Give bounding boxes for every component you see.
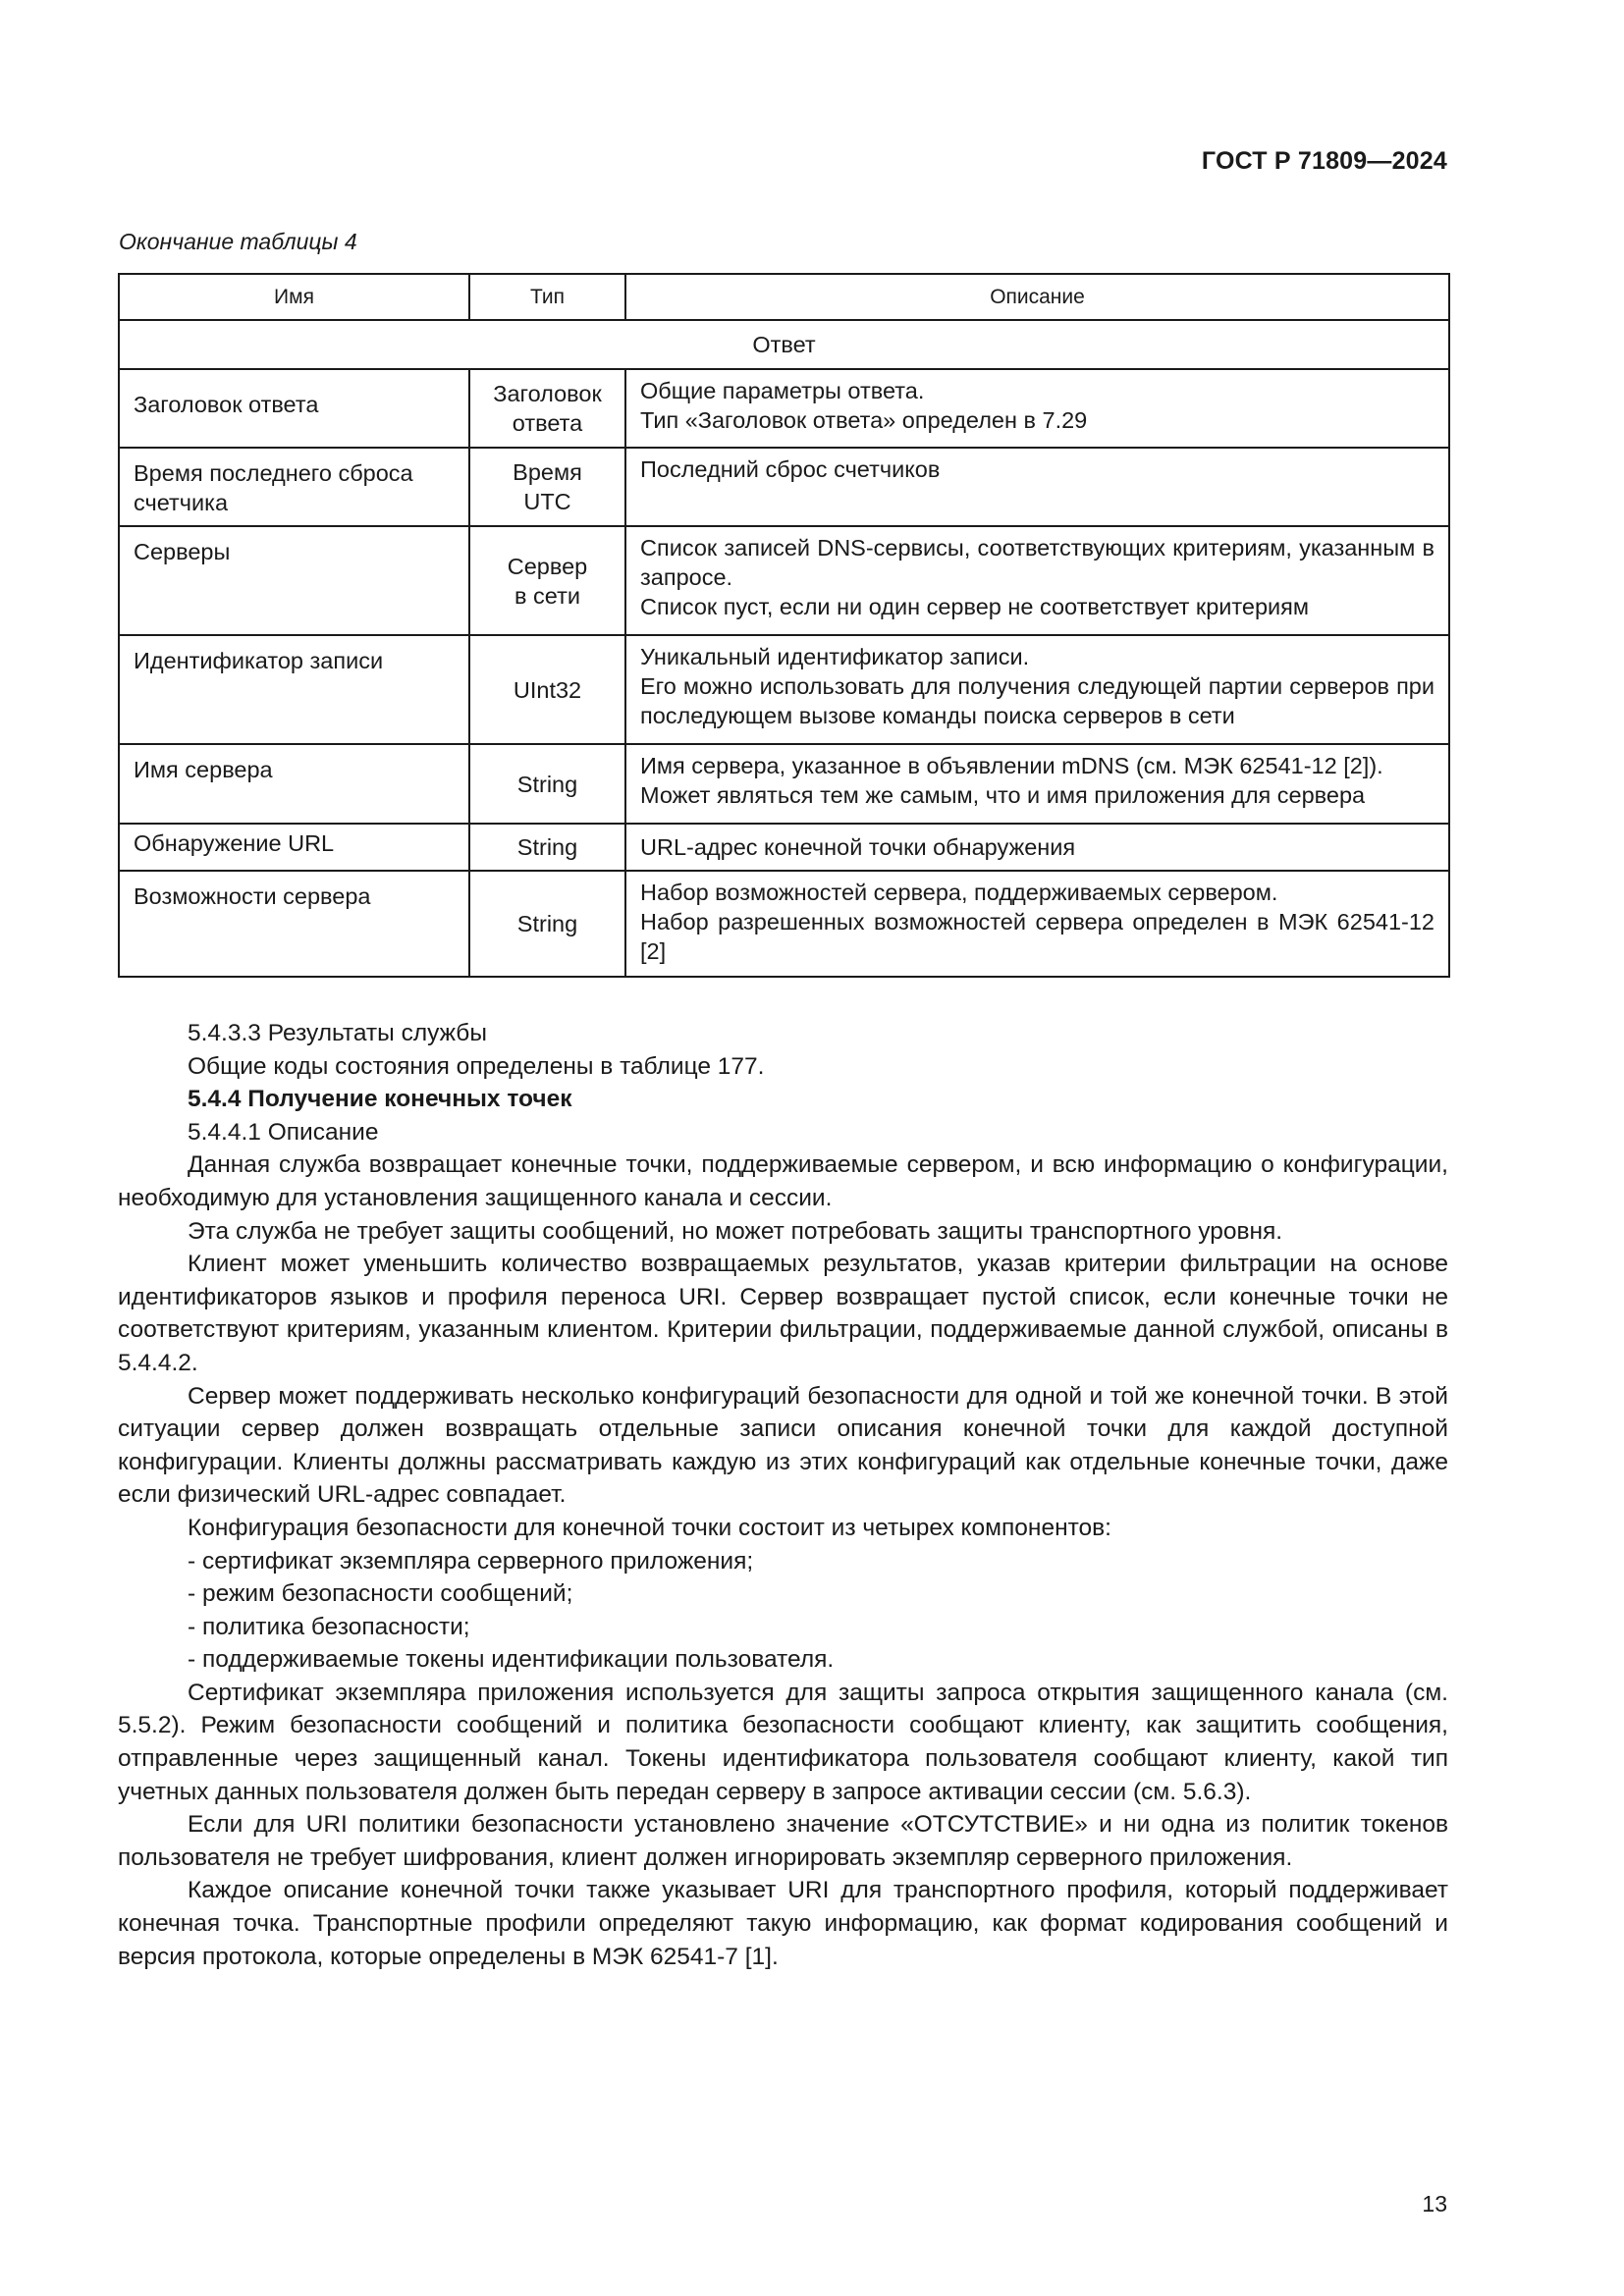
row-description-line: Уникальный идентификатор записи. xyxy=(640,644,1030,669)
row-name: Возможности сервера xyxy=(119,871,469,977)
paragraph: Данная служба возвращает конечные точки, поддерживаемые сервером, и всю информацию о конфигурации, необходимую для установления защищенного канала и сессии. xyxy=(118,1151,1448,1211)
paragraph: Сертификат экземпляра приложения используется для защиты запроса открытия защищенного канала (см. 5.5.2). Режим безопасности сообщений и политика безопасности сообщают клиенту, как защитить сообщения, отправленные через защищенный канал. Токены идентификатора пользователя сообщают клиенту, какой тип учетных данных пользователя должен быть передан серверу в запросе активации сессии (см. 5.6.3). xyxy=(118,1679,1448,1805)
row-type xyxy=(469,744,625,824)
section-label: Ответ xyxy=(119,320,1449,369)
column-header-name: Имя xyxy=(119,274,469,320)
row-type-line: String xyxy=(516,771,578,797)
table-row xyxy=(119,824,1449,871)
clause-heading: 5.4.4.1 Описание xyxy=(188,1118,379,1146)
row-type xyxy=(469,824,625,871)
row-type-line: в сети xyxy=(514,582,580,609)
row-type-line: Время xyxy=(513,459,582,485)
row-type-line: String xyxy=(516,911,578,936)
table-row xyxy=(119,448,1449,526)
paragraph: Эта служба не требует защиты сообщений, но может потребовать защиты транспортного уровня. xyxy=(188,1217,1283,1245)
list-item: - режим безопасности сообщений; xyxy=(188,1580,573,1608)
row-name: Время последнего сброса счетчика xyxy=(119,448,469,526)
table-header-row xyxy=(119,274,1449,320)
row-description xyxy=(625,369,1449,448)
row-type-line: Заголовок xyxy=(493,381,602,406)
table-caption: Окончание таблицы 4 xyxy=(119,229,357,254)
row-type xyxy=(469,369,625,448)
row-description-line: Последний сброс счетчиков xyxy=(640,456,941,482)
list-item: - политика безопасности; xyxy=(188,1613,470,1640)
row-type xyxy=(469,871,625,977)
row-name: Серверы xyxy=(119,526,469,635)
page-number: 13 xyxy=(1422,2191,1447,2216)
row-type-line: Сервер xyxy=(507,553,588,579)
row-description xyxy=(625,526,1449,635)
table-row xyxy=(119,744,1449,824)
list-item: - сертификат экземпляра серверного приложения; xyxy=(188,1547,754,1575)
paragraph: Если для URI политики безопасности установлено значение «ОТСУТСТВИЕ» и ни одна из политик токенов пользователя не требует шифрования, клиент должен игнорировать экземпляр серверного приложения. xyxy=(118,1811,1448,1871)
row-description-line: Набор разрешенных возможностей сервера определен в МЭК 62541-12 [2] xyxy=(640,909,1435,964)
row-description xyxy=(625,448,1449,526)
column-header-description: Описание xyxy=(625,274,1449,320)
row-description xyxy=(625,744,1449,824)
table-section-row xyxy=(119,320,1449,369)
row-description-line: Может являться тем же самым, что и имя приложения для сервера xyxy=(640,782,1366,808)
column-header-type: Тип xyxy=(469,274,625,320)
row-type-line: String xyxy=(516,834,578,860)
row-description-line: Тип «Заголовок ответа» определен в 7.29 xyxy=(640,407,1088,433)
row-description-line: Имя сервера, указанное в объявлении mDNS (см. МЭК 62541-12 [2]). xyxy=(640,753,1383,778)
row-description-line: Набор возможностей сервера, поддерживаемых сервером. xyxy=(640,880,1278,905)
row-description xyxy=(625,871,1449,977)
document-code: ГОСТ Р 71809—2024 xyxy=(1201,147,1447,175)
row-description-line: Общие параметры ответа. xyxy=(640,378,925,403)
row-name: Идентификатор записи xyxy=(119,635,469,744)
row-type-line: UInt32 xyxy=(513,676,582,703)
table-row xyxy=(119,526,1449,635)
row-name: Имя сервера xyxy=(119,744,469,824)
row-description-line: Список записей DNS-сервисы, соответствующих критериям, указанным в запросе. xyxy=(640,535,1435,590)
clause-heading: 5.4.3.3 Результаты службы xyxy=(188,1020,487,1046)
paragraph: Общие коды состояния определены в таблице 177. xyxy=(188,1052,765,1080)
paragraph: Конфигурация безопасности для конечной точки состоит из четырех компонентов: xyxy=(188,1514,1111,1541)
paragraph: Клиент может уменьшить количество возвращаемых результатов, указав критерии фильтрации на основе идентификаторов языков и профиля переноса URI. Сервер возвращает пустой список, если конечные точки не соответствуют критериям, указанным клиентом. Критерии фильтрации, поддерживаемые данной службой, описаны в 5.4.4.2. xyxy=(118,1251,1448,1376)
row-description xyxy=(625,635,1449,744)
row-type-line: UTC xyxy=(523,489,571,514)
row-name: Обнаружение URL xyxy=(119,824,469,871)
paragraph: Сервер может поддерживать несколько конфигураций безопасности для одной и той же конечной точки. В этой ситуации сервер должен возвращать отдельные записи описания конечной точки для каждой доступной конфигурации. Клиенты должны рассматривать каждую из этих конфигураций как отдельные конечные точки, даже если физический URL-адрес совпадает. xyxy=(118,1382,1448,1509)
list-item: - поддерживаемые токены идентификации пользователя. xyxy=(188,1646,835,1674)
row-type xyxy=(469,635,625,744)
row-type xyxy=(469,448,625,526)
row-name: Заголовок ответа xyxy=(119,369,469,448)
table-row xyxy=(119,871,1449,977)
body-text xyxy=(118,1017,1448,1973)
row-type xyxy=(469,526,625,635)
row-type-line: ответа xyxy=(512,410,583,436)
table-row xyxy=(119,369,1449,448)
row-description-line: Список пуст, если ни один сервер не соответствует критериям xyxy=(640,594,1310,619)
table-row xyxy=(119,635,1449,744)
row-description xyxy=(625,824,1449,871)
paragraph: Каждое описание конечной точки также указывает URI для транспортного профиля, который поддерживает конечная точка. Транспортные профили определяют такую информацию, как формат кодирования сообщений и версия протокола, которые определены в МЭК 62541-7 [1]. xyxy=(118,1877,1448,1970)
table-4 xyxy=(118,273,1450,978)
section-heading: 5.4.4 Получение конечных точек xyxy=(188,1086,572,1113)
row-description-line: URL-адрес конечной точки обнаружения xyxy=(640,834,1076,860)
row-description-line: Его можно использовать для получения следующей партии серверов при последующем вызове команды поиска серверов в сети xyxy=(640,673,1435,728)
